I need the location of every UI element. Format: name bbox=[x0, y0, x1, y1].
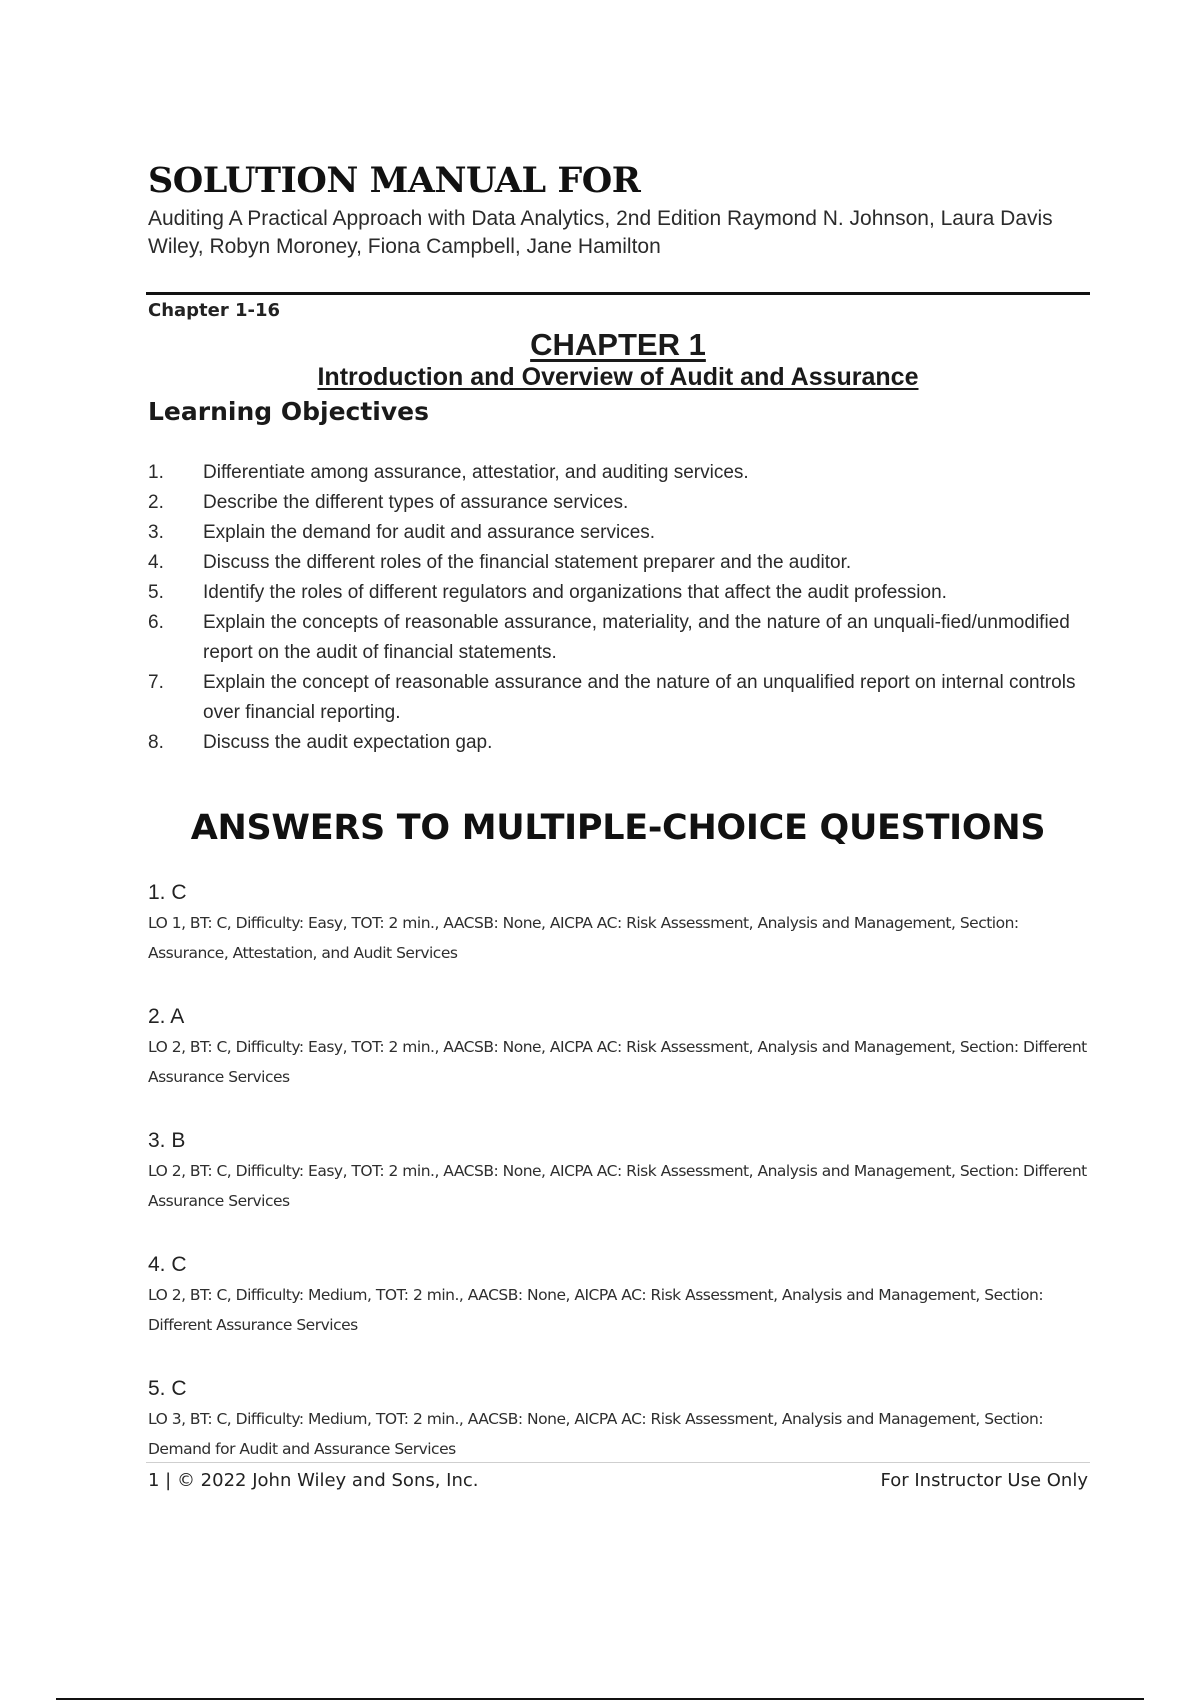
answer-item bbox=[148, 878, 1093, 968]
objective-item bbox=[148, 578, 1078, 608]
objective-number: 6. bbox=[148, 612, 164, 633]
chapter-subtitle: Introduction and Overview of Audit and Assurance bbox=[317, 363, 919, 391]
answer-meta: LO 2, BT: C, Difficulty: Easy, TOT: 2 min., AACSB: None, AICPA AC: Risk Assessment, Analysis and Management, Section: Different Assurance Services bbox=[148, 1038, 1087, 1086]
manual-title: SOLUTION MANUAL FOR bbox=[148, 160, 641, 201]
objective-text: Discuss the audit expectation gap. bbox=[203, 732, 493, 753]
objective-item bbox=[148, 728, 1078, 758]
objective-text: Explain the concept of reasonable assurance and the nature of an unqualified report on internal controls over financial reporting. bbox=[203, 672, 1076, 723]
answer-meta: LO 2, BT: C, Difficulty: Easy, TOT: 2 min., AACSB: None, AICPA AC: Risk Assessment, Analysis and Management, Section: Different Assurance Services bbox=[148, 1162, 1087, 1210]
objective-text: Explain the demand for audit and assurance services. bbox=[203, 522, 656, 543]
objective-item bbox=[148, 488, 1078, 518]
objective-number: 8. bbox=[148, 732, 164, 753]
answer-item bbox=[148, 1374, 1093, 1464]
objective-number: 4. bbox=[148, 552, 164, 573]
footer-copyright: 1 | © 2022 John Wiley and Sons, Inc. bbox=[148, 1470, 479, 1491]
answer-label: 2. A bbox=[148, 1005, 185, 1028]
chapter-heading: CHAPTER 1 bbox=[530, 327, 706, 362]
objective-text: Describe the different types of assurance services. bbox=[203, 492, 629, 513]
answer-label: 5. C bbox=[148, 1377, 187, 1400]
objective-number: 7. bbox=[148, 672, 164, 693]
header-divider bbox=[146, 292, 1090, 295]
learning-objectives-list bbox=[148, 458, 1078, 758]
answer-meta: LO 2, BT: C, Difficulty: Medium, TOT: 2 min., AACSB: None, AICPA AC: Risk Assessment, Analysis and Management, Section: Different Assurance Services bbox=[148, 1286, 1044, 1334]
book-info: Auditing A Practical Approach with Data Analytics, 2nd Edition Raymond N. Johnson, Laura Davis Wiley, Robyn Moroney, Fiona Campbell, Jane Hamilton bbox=[148, 207, 1053, 258]
answer-label: 3. B bbox=[148, 1129, 186, 1152]
answers-list bbox=[148, 878, 1093, 1498]
objective-item bbox=[148, 668, 1078, 728]
objective-text: Identify the roles of different regulators and organizations that affect the audit profession. bbox=[203, 582, 947, 603]
objective-item bbox=[148, 548, 1078, 578]
objective-number: 2. bbox=[148, 492, 164, 513]
objective-text: Differentiate among assurance, attestatior, and auditing services. bbox=[203, 462, 749, 483]
objective-text: Explain the concepts of reasonable assurance, materiality, and the nature of an unquali-fied/unmodified report on the audit of financial statements. bbox=[203, 612, 1070, 663]
answer-meta: LO 1, BT: C, Difficulty: Easy, TOT: 2 min., AACSB: None, AICPA AC: Risk Assessment, Analysis and Management, Section: Assurance, Attestation, and Audit Services bbox=[148, 914, 1019, 962]
objective-item bbox=[148, 608, 1078, 668]
objective-number: 5. bbox=[148, 582, 164, 603]
footer-divider bbox=[146, 1462, 1090, 1463]
answer-item bbox=[148, 1126, 1093, 1216]
objective-number: 1. bbox=[148, 462, 164, 483]
objective-item bbox=[148, 458, 1078, 488]
objective-text: Discuss the different roles of the financial statement preparer and the auditor. bbox=[203, 552, 852, 573]
objective-item bbox=[148, 518, 1078, 548]
objective-number: 3. bbox=[148, 522, 164, 543]
footer-instructor-note: For Instructor Use Only bbox=[880, 1470, 1088, 1491]
answers-heading: ANSWERS TO MULTIPLE-CHOICE QUESTIONS bbox=[190, 808, 1046, 848]
answer-item bbox=[148, 1250, 1093, 1340]
answer-label: 4. C bbox=[148, 1253, 187, 1276]
answer-meta: LO 3, BT: C, Difficulty: Medium, TOT: 2 min., AACSB: None, AICPA AC: Risk Assessment, Analysis and Management, Section: Demand for Audit and Assurance Services bbox=[148, 1410, 1044, 1458]
answer-item bbox=[148, 1002, 1093, 1092]
answer-label: 1. C bbox=[148, 881, 187, 904]
chapter-range: Chapter 1-16 bbox=[148, 300, 281, 321]
learning-objectives-heading: Learning Objectives bbox=[148, 397, 429, 426]
